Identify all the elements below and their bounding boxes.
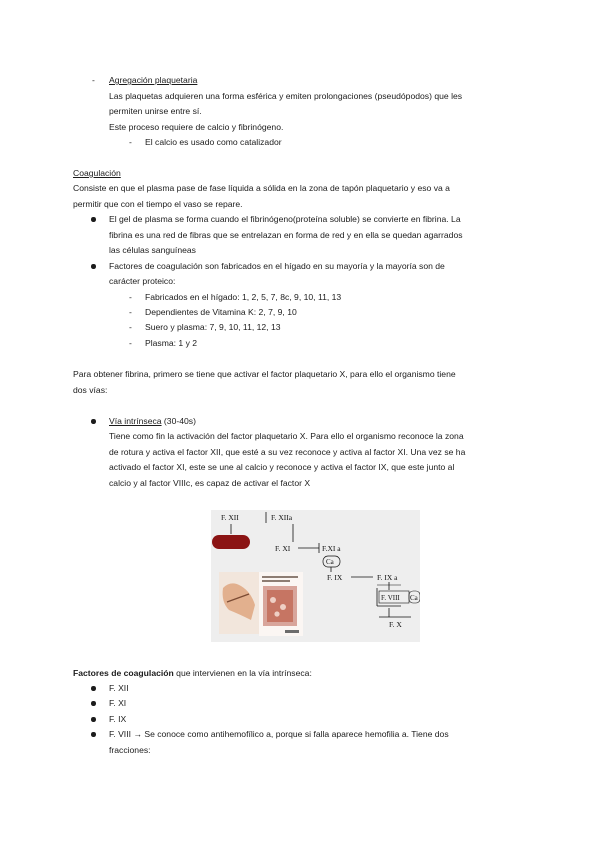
paragraph-line: Las plaquetas adquieren una forma esférica y emiten prolongaciones (pseudópodos) que les <box>109 91 463 101</box>
paragraph-line: permitir que con el tiempo el vaso se repare. <box>73 199 243 209</box>
diagram-label: F. VIII <box>381 594 400 602</box>
diagram-label: Ca <box>326 558 334 566</box>
sub-item: El calcio es usado como catalizador <box>145 137 282 147</box>
bullet-line: carácter proteico: <box>109 276 176 286</box>
factor-item: fracciones: <box>109 745 151 755</box>
bullet-dot <box>91 732 96 737</box>
bullet-dot <box>91 701 96 706</box>
cell-shape <box>270 597 276 603</box>
diagram-label: F. IX <box>327 573 343 582</box>
dash-bullet: - <box>129 338 132 348</box>
bullet-dot <box>91 686 96 691</box>
diagram-label: F. XII <box>221 513 239 522</box>
dash-bullet: - <box>129 307 132 317</box>
factor-item: F. IX <box>109 714 127 724</box>
section-title-agregacion: Agregación plaquetaria <box>109 75 198 85</box>
dash-bullet: - <box>129 292 132 302</box>
bullet-line: fibrina es una red de fibras que se entrelazan en forma de red y en ella se quedan agarrados <box>109 230 463 240</box>
sub-item: Dependientes de Vitamina K: 2, 7, 9, 10 <box>145 307 297 317</box>
blood-clot-image <box>212 535 250 549</box>
bullet-dot <box>91 419 96 424</box>
diagram-label: F.XI a <box>322 544 341 553</box>
cell-shape <box>280 604 286 610</box>
dash-bullet: - <box>92 75 95 85</box>
paragraph-line: permiten unirse entre sí. <box>109 106 202 116</box>
dash-bullet: - <box>129 137 132 147</box>
bullet-dot <box>91 717 96 722</box>
factores-rest: que intervienen en la vía intrínseca: <box>173 668 312 678</box>
factor-item: F. VIII → Se conoce como antihemofílico a, porque si falla aparece hemofilia a. Tiene dos <box>109 729 449 739</box>
caption-line <box>262 580 290 582</box>
diagram-label: Ca <box>410 594 418 602</box>
sub-item: Fabricados en el hígado: 1, 2, 5, 7, 8c, 9, 10, 11, 13 <box>145 292 342 302</box>
factor-item: F. XII <box>109 683 129 693</box>
factores-title: Factores de coagulación <box>73 668 174 678</box>
paragraph-line: Este proceso requiere de calcio y fibrinógeno. <box>109 122 284 132</box>
via-title: Vía intrínseca <box>109 416 162 426</box>
paragraph-line: Tiene como fin la activación del factor plaquetario X. Para ello el organismo reconoce la zona <box>109 431 464 441</box>
bullet-line: Factores de coagulación son fabricados en el hígado en su mayoría y la mayoría son de <box>109 261 445 271</box>
sub-item: Suero y plasma: 7, 9, 10, 11, 12, 13 <box>145 322 281 332</box>
cell-shape <box>274 611 279 616</box>
vessel-wall <box>267 590 293 622</box>
paragraph-line: dos vías: <box>73 385 108 395</box>
paragraph-line: de rotura y activa el factor XII, que esté a su vez reconoce y activa al factor XI. Una vez se ha <box>109 447 466 457</box>
diagram-label: F. X <box>389 620 402 629</box>
bullet-dot <box>91 264 96 269</box>
bullet-line: El gel de plasma se forma cuando el fibrinógeno(proteína soluble) se convierte en fibrina. La <box>109 214 461 224</box>
via-heading <box>109 416 196 427</box>
factor-item: F. XI <box>109 698 127 708</box>
paragraph-line: calcio y al factor VIIIc, es capaz de activar el factor X <box>109 478 311 488</box>
caption-line <box>262 576 298 578</box>
bullet-line: las células sanguíneas <box>109 245 196 255</box>
credit-mark <box>285 630 299 633</box>
paragraph-line: activado el factor XI, este se une al calcio y reconoce y activa el factor IX, que este junto al <box>109 462 455 472</box>
section-title-coagulacion: Coagulación <box>73 168 121 178</box>
diagram-label: F. XIIa <box>271 513 293 522</box>
dash-bullet: - <box>129 322 132 332</box>
paragraph-line: Consiste en que el plasma pase de fase líquida a sólida en la zona de tapón plaquetario y eso va a <box>73 183 450 193</box>
factores-heading <box>73 668 312 679</box>
coagulation-cascade-figure <box>211 510 420 642</box>
diagram-label: F. XI <box>275 544 291 553</box>
bullet-dot <box>91 217 96 222</box>
paragraph-line: Para obtener fibrina, primero se tiene que activar el factor plaquetario X, para ello el organismo tiene <box>73 369 456 379</box>
diagram-label: F. IX a <box>377 573 398 582</box>
sub-item: Plasma: 1 y 2 <box>145 338 198 348</box>
via-time: (30-40s) <box>161 416 196 426</box>
